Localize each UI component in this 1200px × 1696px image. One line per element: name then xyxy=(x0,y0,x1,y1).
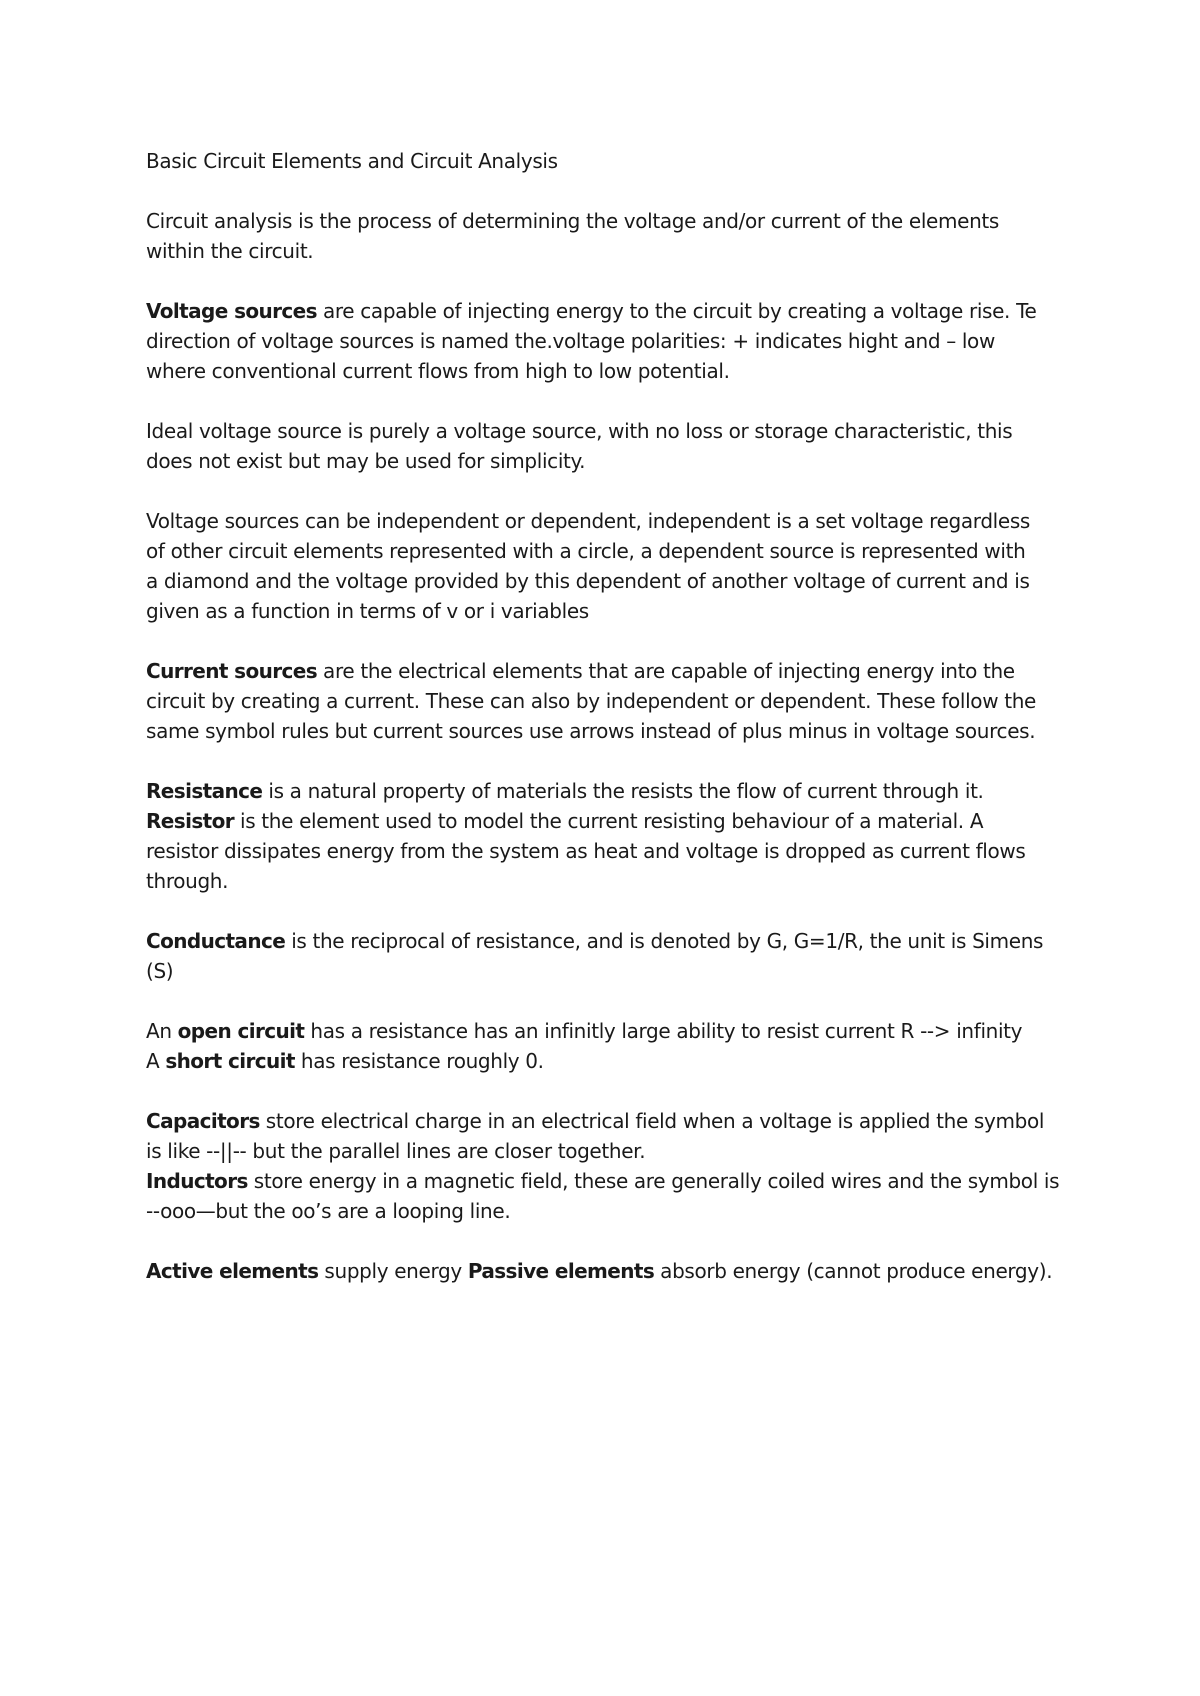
paragraph-conductance: Conductance is the reciprocal of resistance, and is denoted by G, G=1/R, the unit is Simens (S) xyxy=(146,929,1044,983)
term-resistor: Resistor xyxy=(146,809,234,833)
paragraph-capacitors-inductors: Capacitors store electrical charge in an electrical field when a voltage is applied the symbol is like --||-- but the parallel lines are closer together. Inductors store energy in a magnetic field, these are generally coiled wires and the symbol is --ooo—but the oo’s are a looping line. xyxy=(146,1109,1060,1223)
term-short-circuit: short circuit xyxy=(165,1049,295,1073)
term-capacitors: Capacitors xyxy=(146,1109,260,1133)
term-current-sources: Current sources xyxy=(146,659,318,683)
paragraph-intro: Circuit analysis is the process of determining the voltage and/or current of the elements within the circuit. xyxy=(146,209,999,263)
term-voltage-sources: Voltage sources xyxy=(146,299,317,323)
paragraph-resistance: Resistance is a natural property of materials the resists the flow of current through it. Resistor is the element used to model the current resisting behaviour of a material. A resistor dissipates energy from the system as heat and voltage is dropped as current flows through. xyxy=(146,779,1026,893)
paragraph-dependent-sources: Voltage sources can be independent or dependent, independent is a set voltage regardless of other circuit elements represented with a circle, a dependent source is represented with a diamond and the voltage provided by this dependent of another voltage of current and is given as a function in terms of v or i variables xyxy=(146,509,1030,623)
document-title: Basic Circuit Elements and Circuit Analysis xyxy=(146,149,558,173)
paragraph-voltage-sources: Voltage sources are capable of injecting energy to the circuit by creating a voltage rise. Te direction of voltage sources is named the.voltage polarities: + indicates hight and – low where conventional current flows from high to low potential. xyxy=(146,299,1037,383)
paragraph-ideal-voltage: Ideal voltage source is purely a voltage source, with no loss or storage characteristic, this does not exist but may be used for simplicity. xyxy=(146,419,1013,473)
document-body xyxy=(146,146,1076,1316)
paragraph-open-short-circuit: An open circuit has a resistance has an infinitly large ability to resist current R --> infinity A short circuit has resistance roughly 0. xyxy=(146,1019,1023,1073)
term-passive-elements: Passive elements xyxy=(467,1259,655,1283)
paragraph-active-passive: Active elements supply energy Passive elements absorb energy (cannot produce energy). xyxy=(146,1259,1053,1283)
paragraph-current-sources: Current sources are the electrical elements that are capable of injecting energy into the circuit by creating a current. These can also by independent or dependent. These follow the same symbol rules but current sources use arrows instead of plus minus in voltage sources. xyxy=(146,659,1036,743)
term-active-elements: Active elements xyxy=(146,1259,319,1283)
term-resistance: Resistance xyxy=(146,779,263,803)
term-conductance: Conductance xyxy=(146,929,286,953)
term-open-circuit: open circuit xyxy=(177,1019,305,1043)
term-inductors: Inductors xyxy=(146,1169,248,1193)
